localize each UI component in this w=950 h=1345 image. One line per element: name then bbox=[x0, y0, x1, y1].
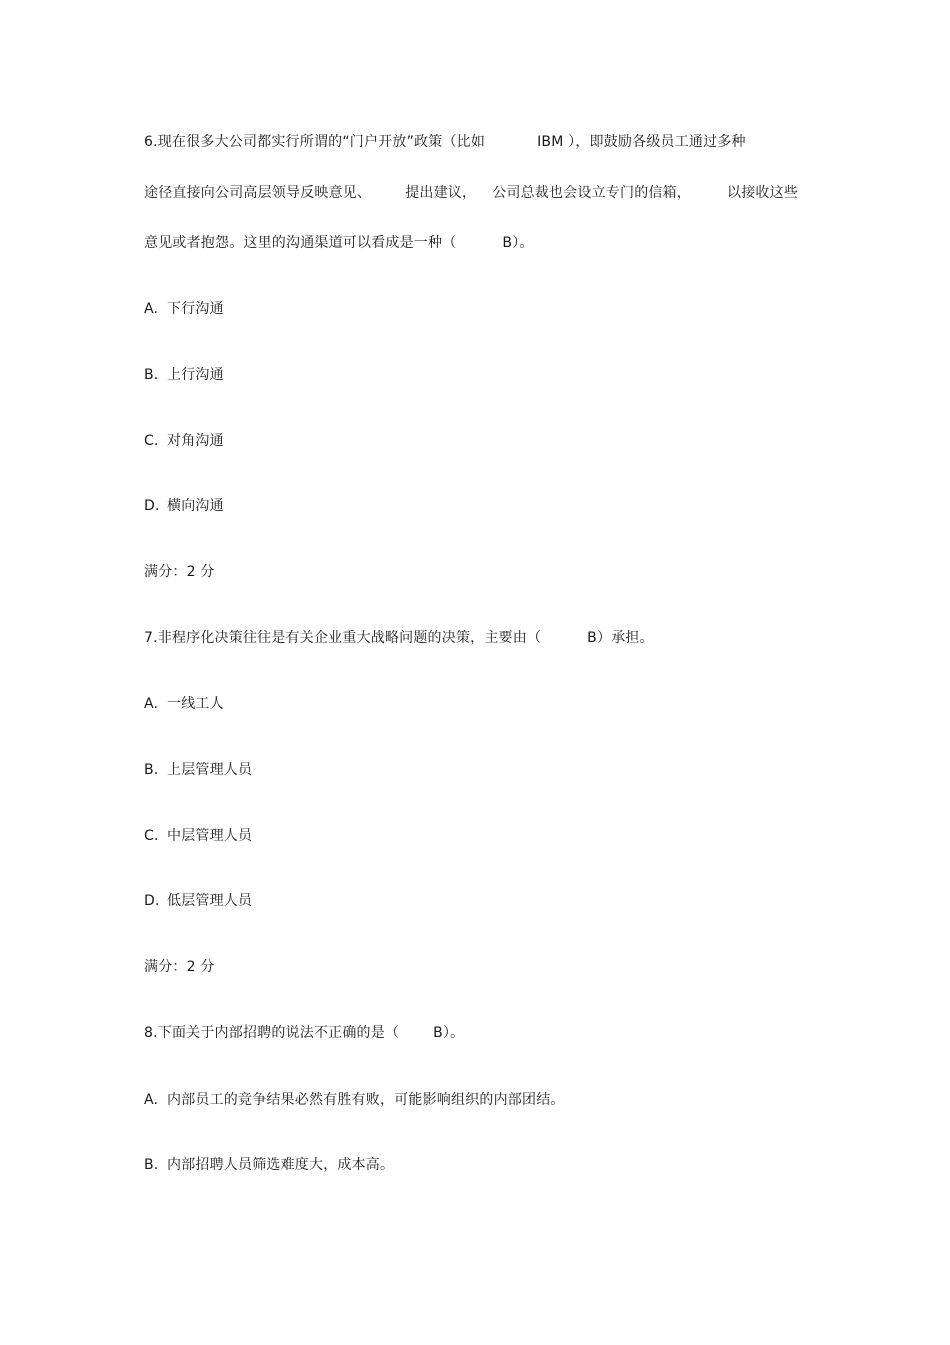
question-6-stem-line-2 bbox=[144, 183, 798, 203]
question-7-option-d bbox=[144, 891, 252, 911]
answer-text: B）。 bbox=[433, 1025, 465, 1041]
question-6-stem-line-3 bbox=[144, 233, 534, 253]
question-7-score bbox=[144, 957, 215, 977]
answer-text: B）。 bbox=[502, 235, 534, 251]
option-text: 内部招聘人员筛选难度大，成本高。 bbox=[167, 1157, 395, 1173]
answer-text: B）承担。 bbox=[587, 630, 654, 646]
option-letter: A. bbox=[144, 301, 159, 317]
option-letter: B. bbox=[144, 762, 159, 778]
stem-text: 以接收这些 bbox=[727, 185, 799, 201]
question-8-stem-line-1 bbox=[144, 1023, 464, 1043]
question-6-option-c bbox=[144, 431, 224, 451]
question-6-option-b bbox=[144, 365, 224, 385]
option-text: 下行沟通 bbox=[167, 301, 224, 317]
stem-text: 途径直接向公司高层领导反映意见、 bbox=[144, 185, 372, 201]
score-label: 满分： bbox=[144, 564, 187, 580]
stem-text: IBM ），即鼓励各级员工通过多种 bbox=[537, 134, 746, 150]
question-6-stem-line-1 bbox=[144, 132, 746, 152]
stem-text: 8.下面关于内部招聘的说法不正确的是（ bbox=[144, 1025, 400, 1041]
score-label: 满分： bbox=[144, 959, 187, 975]
question-7-option-c bbox=[144, 826, 252, 846]
option-letter: B. bbox=[144, 1157, 159, 1173]
stem-text: 6.现在很多大公司都实行所谓的“门户开放”政策（比如 bbox=[144, 134, 486, 150]
option-letter: C. bbox=[144, 433, 159, 449]
option-text: 中层管理人员 bbox=[167, 828, 253, 844]
question-6-option-a bbox=[144, 299, 224, 319]
stem-text: 公司总裁也会设立专门的信箱， bbox=[492, 185, 692, 201]
question-7-option-b bbox=[144, 760, 252, 780]
option-text: 内部员工的竞争结果必然有胜有败，可能影响组织的内部团结。 bbox=[167, 1092, 565, 1108]
question-8-option-b bbox=[144, 1155, 394, 1175]
option-letter: B. bbox=[144, 367, 159, 383]
option-letter: D. bbox=[144, 893, 160, 909]
question-7-stem-line-1 bbox=[144, 628, 654, 648]
score-value: 2 分 bbox=[186, 959, 215, 975]
option-text: 对角沟通 bbox=[167, 433, 224, 449]
score-value: 2 分 bbox=[186, 564, 215, 580]
option-text: 上层管理人员 bbox=[167, 762, 253, 778]
question-6-option-d bbox=[144, 496, 224, 516]
option-letter: A. bbox=[144, 696, 159, 712]
stem-text: 7.非程序化决策往往是有关企业重大战略问题的决策，主要由（ bbox=[144, 630, 542, 646]
option-letter: D. bbox=[144, 498, 160, 514]
question-7-option-a bbox=[144, 694, 224, 714]
option-text: 横向沟通 bbox=[167, 498, 224, 514]
option-letter: A. bbox=[144, 1092, 159, 1108]
question-8-option-a bbox=[144, 1090, 565, 1110]
stem-text: 意见或者抱怨。这里的沟通渠道可以看成是一种（ bbox=[144, 235, 457, 251]
option-text: 上行沟通 bbox=[167, 367, 224, 383]
stem-text: 提出建议， bbox=[405, 185, 477, 201]
question-6-score bbox=[144, 562, 215, 582]
option-text: 一线工人 bbox=[167, 696, 224, 712]
option-letter: C. bbox=[144, 828, 159, 844]
option-text: 低层管理人员 bbox=[167, 893, 253, 909]
